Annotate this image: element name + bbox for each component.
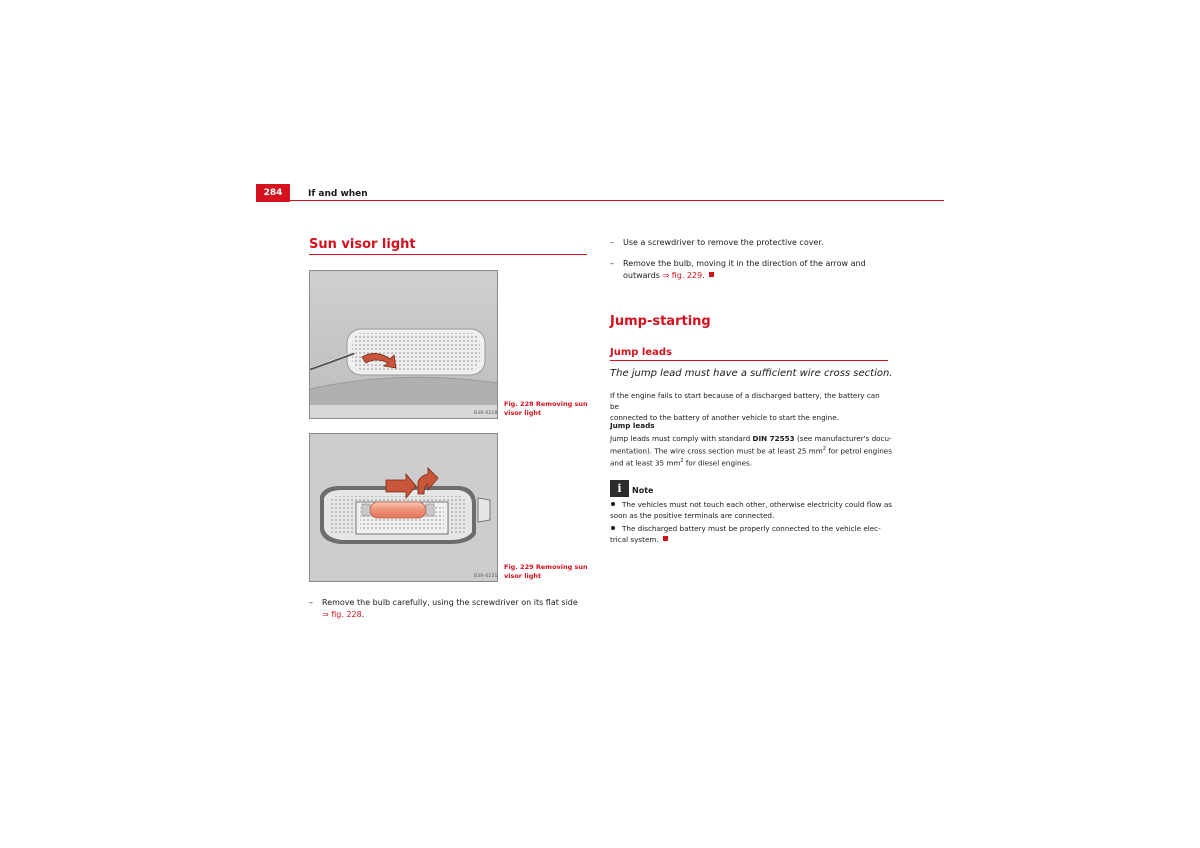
figure-229-code: B3R-0221 (474, 574, 498, 579)
step-remove-bulb-direction: – Remove the bulb, moving it in the direction of the arrow and outwards ⇒ fig. 229. (610, 259, 866, 280)
end-marker (709, 272, 714, 277)
figure-228-link[interactable]: ⇒ fig. 228 (322, 610, 362, 619)
figure-229-link[interactable]: ⇒ fig. 229 (662, 271, 703, 280)
note-bullet-2: The discharged battery must be properly connected to the vehicle elec- trical system. (610, 524, 881, 544)
figure-228-code: B3R-0218 (474, 411, 498, 416)
minor-heading-jump-leads: Jump leads (610, 421, 655, 430)
paragraph-din-standard: Jump leads must comply with standard DIN 72553 (see manufacturer's docu- mentation). The wire cross section must be at least 25 $mm^2$ for petrol engines and at least 35 $mm^2$ for diesel engines. (610, 434, 892, 468)
page-number: 284 (256, 184, 290, 202)
figure-228-image (309, 270, 498, 419)
figure-228-illustration (310, 271, 497, 418)
step-use-screwdriver: – Use a screwdriver to remove the protective cover. (610, 238, 824, 247)
figure-229-image (309, 433, 498, 582)
step-remove-bulb-carefully: – Remove the bulb carefully, using the screwdriver on its flat side ⇒ fig. 228. (309, 598, 578, 619)
figure-228-caption: Fig. 228 Removing sun visor light (504, 400, 588, 417)
section-title-sun-visor-light: Sun visor light (309, 237, 416, 252)
note-label: Note (632, 486, 654, 495)
note-bullet-1: The vehicles must not touch each other, otherwise electricity could flow as soon as the positive terminals are connected. (610, 500, 892, 520)
end-marker (663, 536, 668, 541)
intro-sentence: The jump lead must have a sufficient wire cross section. (610, 368, 893, 379)
info-note-icon: i (610, 480, 629, 497)
figure-229-illustration (310, 434, 497, 581)
subsection-title-jump-leads: Jump leads (610, 347, 672, 358)
chapter-title: If and when (308, 189, 368, 199)
section-title-jump-starting: Jump-starting (610, 314, 711, 329)
paragraph-discharged-battery: If the engine fails to start because of a discharged battery, the battery can be connected to the battery of another vehicle to start the engine. (610, 391, 880, 422)
section-rule (309, 254, 587, 255)
figure-229-caption: Fig. 229 Removing sun visor light (504, 563, 588, 580)
subsection-rule (610, 360, 888, 361)
header-rule (290, 200, 944, 201)
